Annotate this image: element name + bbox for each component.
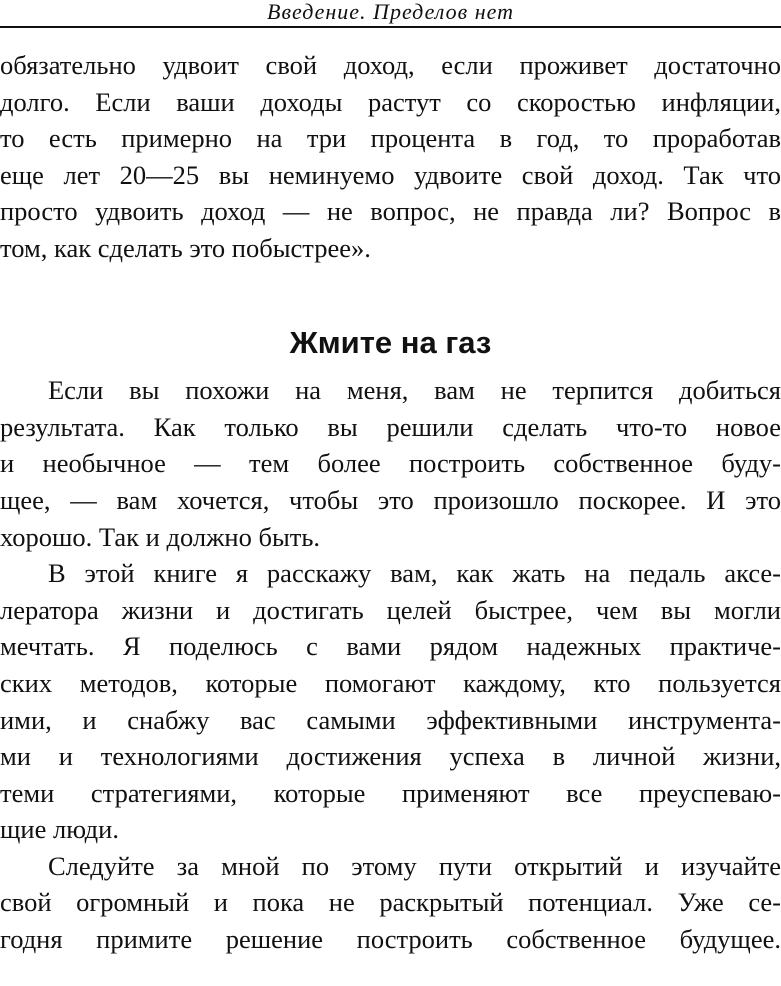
body-text — [0, 47, 781, 958]
intro-paragraph — [0, 47, 781, 267]
text-line: обязательно удвоит свой доход, если проживет достаточно — [0, 50, 781, 80]
text-line: том, как сделать это побыстрее». — [0, 232, 371, 263]
section-heading: Жмите на газ — [289, 325, 492, 361]
text-line: и необычное — тем более построить собственное буду- — [0, 448, 781, 479]
text-line: результата. Как только вы решили сделать что-то новое — [0, 411, 781, 442]
text-line: просто удвоить доход — не вопрос, не правда ли? Вопрос в — [0, 196, 781, 227]
text-line: еще лет 20—25 вы неминуемо удвоите свой доход. Так что — [0, 159, 781, 190]
text-line: теми стратегиями, которые применяют все преуспеваю- — [0, 777, 781, 808]
paragraph-3 — [0, 848, 781, 958]
text-line: ими, и снабжу вас самыми эффективными инструмента- — [0, 704, 781, 735]
text-line: щие люди. — [0, 814, 119, 845]
text-line: лератора жизни и достигать целей быстрее, чем вы могли — [0, 594, 781, 625]
paragraph-2 — [0, 555, 781, 848]
text-line: хорошо. Так и должно быть. — [0, 521, 321, 552]
text-line: мечтать. Я поделюсь с вами рядом надежных практиче- — [0, 631, 781, 662]
paragraph-1 — [0, 372, 781, 555]
text-line: Следуйте за мной по этому пути открытий и изучайте — [48, 850, 781, 881]
text-line: Если вы похожи на меня, вам не терпится добиться — [48, 375, 781, 406]
text-line: ских методов, которые помогают каждому, кто пользуется — [0, 667, 781, 698]
blank-line — [0, 267, 781, 304]
text-line: ми и технологиями достижения успеха в личной жизни, — [0, 741, 781, 772]
text-line: щее, — вам хочется, чтобы это произошло поскорее. И это — [0, 484, 781, 515]
text-line: то есть примерно на три процента в год, то проработав — [0, 123, 781, 154]
text-line: годня примите решение построить собственное будущее. — [0, 924, 781, 955]
text-line: долго. Если ваши доходы растут со скоростью инфляции, — [0, 86, 781, 117]
running-head: Введение. Пределов нет — [0, 0, 781, 28]
text-line: В этой книге я расскажу вам, как жать на педаль аксе- — [48, 558, 781, 589]
text-line: свой огромный и пока не раскрытый потенциал. Уже се- — [0, 887, 781, 918]
